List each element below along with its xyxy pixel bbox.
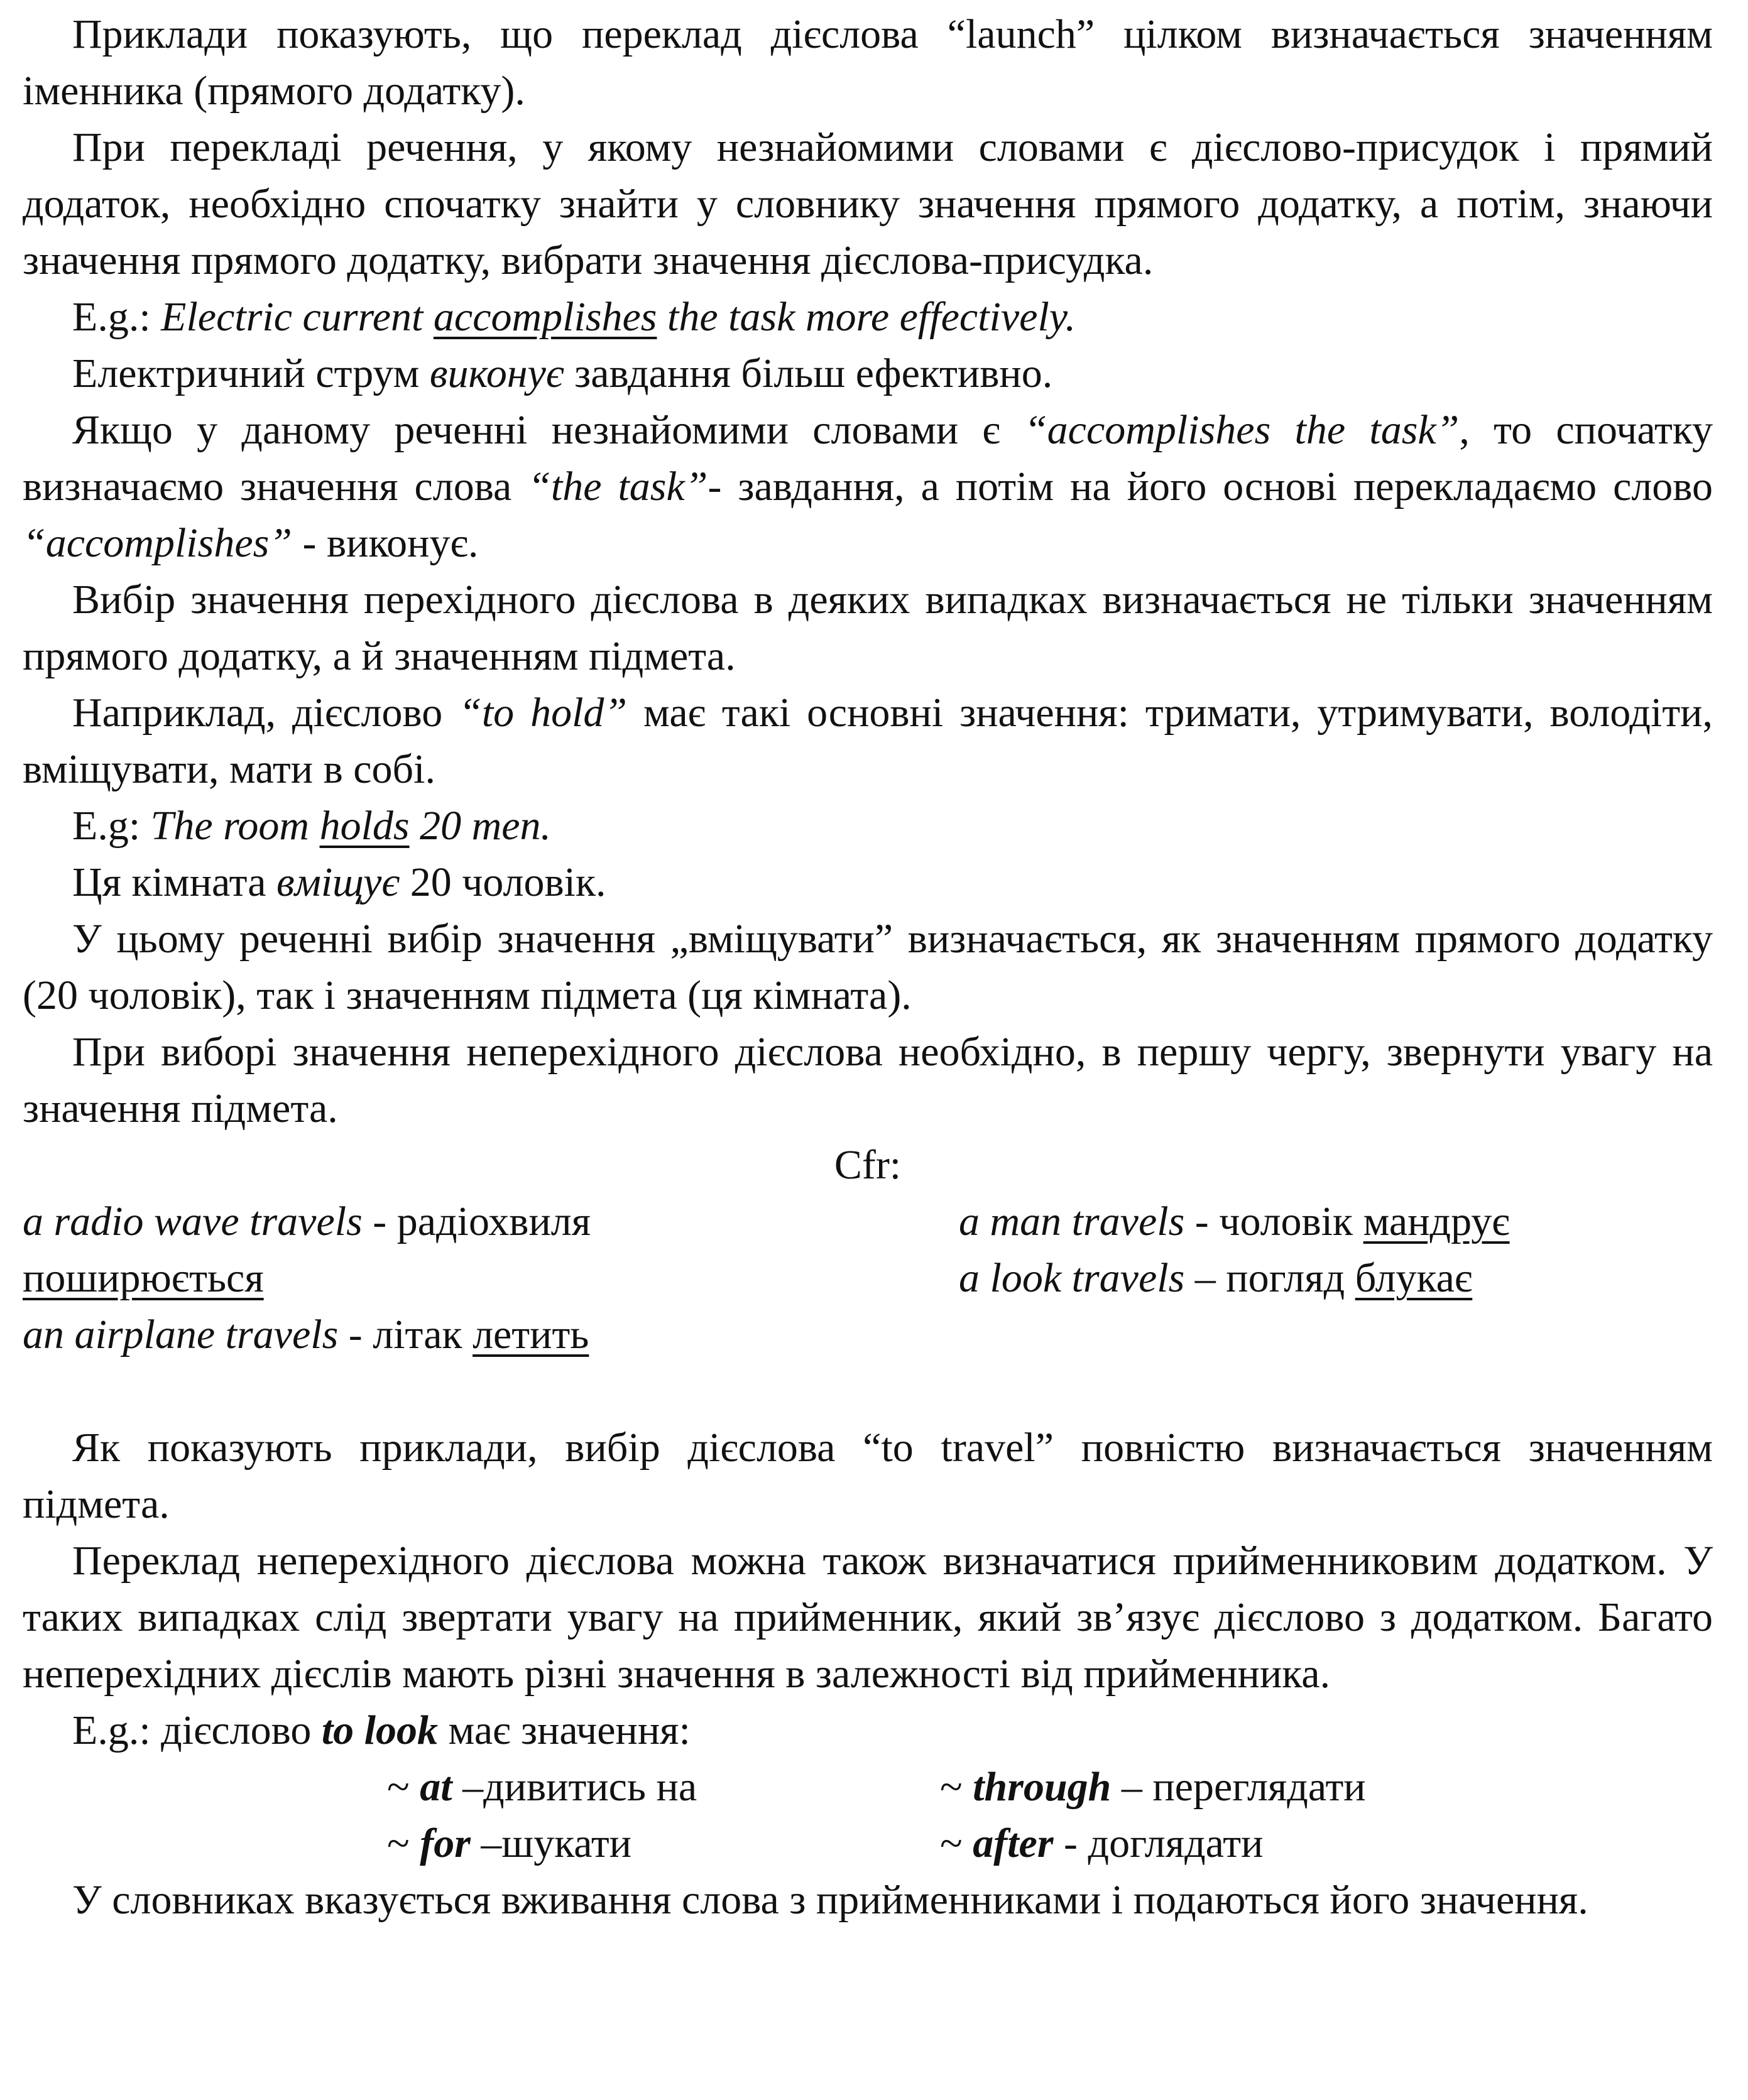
cfr-label: Cfr: (834, 1142, 902, 1188)
blank-line (23, 1363, 1713, 1420)
paragraph-vmishchuvaty: У цьому реченні вибір значення „вміщувати” визначається, як значенням прямого додатку (20 чоловік), так і значенням підмета (ця кімната). (23, 916, 1713, 1018)
paragraph-accomplishes: Якщо у даному реченні незнайомими словами є “accomplishes the task”, то спочатку визначаємо значення слова “the task”- завдання, а потім на його основі перекладаємо слово “accomplishes” - виконує. (23, 407, 1713, 566)
paragraph-translation-rule: При перекладі речення, у якому незнайомими словами є дієслово-присудок і прямий додаток, необхідно спочатку знайти у словнику значення прямого додатку, а потім, знаючи значення прямого додатку, вибрати значення дієслова-присудка. (23, 124, 1713, 283)
example-room-holds: E.g: The room holds 20 men. (72, 803, 552, 849)
paragraph-intransitive-choice: При виборі значення неперехідного дієслова необхідно, в першу чергу, звернути увагу на значення підмета. (23, 1029, 1713, 1131)
paragraph-dictionaries: У словниках вказується вживання слова з прийменниками і подаються його значення. (72, 1877, 1588, 1923)
cfr-left-column (23, 1194, 839, 1363)
translation-room-holds: Ця кімната вміщує 20 чоловік. (72, 859, 606, 905)
example-electric-current: E.g.: Electric current accomplishes the task more effectively. (72, 294, 1076, 340)
paragraph-transitive-choice: Вибір значення перехідного дієслова в деяких випадках визначається не тільки значенням прямого додатку, а й значенням підмета. (23, 577, 1713, 679)
cfr-right-column (959, 1194, 1713, 1363)
look-for: ~ for –шукати (387, 1820, 632, 1866)
paragraph-to-hold: Наприклад, дієслово “to hold” має такі основні значення: тримати, утримувати, володіти, вміщувати, мати в собі. (23, 690, 1713, 792)
paragraph-prepositional: Переклад неперехідного дієслова можна також визначатися прийменниковим додатком. У таких випадках слід звертати увагу на прийменник, який зв’язує дієслово з додатком. Багато неперехідних дієслів мають різні значення в залежності від прийменника. (23, 1538, 1713, 1697)
paragraph-to-travel: Як показують приклади, вибір дієслова “to travel” повністю визначається значенням підмета. (23, 1425, 1713, 1527)
cfr-example-man: a man travels - чоловік мандрує (959, 1199, 1510, 1244)
look-at: ~ at –дивитись на (387, 1764, 697, 1810)
example-to-look: E.g.: дієслово to look має значення: (72, 1707, 691, 1753)
cfr-example-airplane: an airplane travels - літак летить (23, 1312, 589, 1357)
to-look-meanings (387, 1759, 1713, 1872)
cfr-example-radio-wave: a radio wave travels - радіохвиля поширюється (23, 1199, 591, 1301)
document-page (23, 6, 1713, 1929)
cfr-example-look: a look travels – погляд блукає (959, 1255, 1473, 1301)
cfr-examples (23, 1194, 1713, 1363)
translation-electric-current: Електричний струм виконує завдання більш ефективно. (72, 351, 1053, 396)
look-through: ~ through – переглядати (940, 1764, 1366, 1810)
look-after: ~ after - доглядати (940, 1820, 1264, 1866)
paragraph-launch: Приклади показують, що переклад дієслова “launch” цілком визначається значенням іменника (прямого додатку). (23, 11, 1713, 114)
